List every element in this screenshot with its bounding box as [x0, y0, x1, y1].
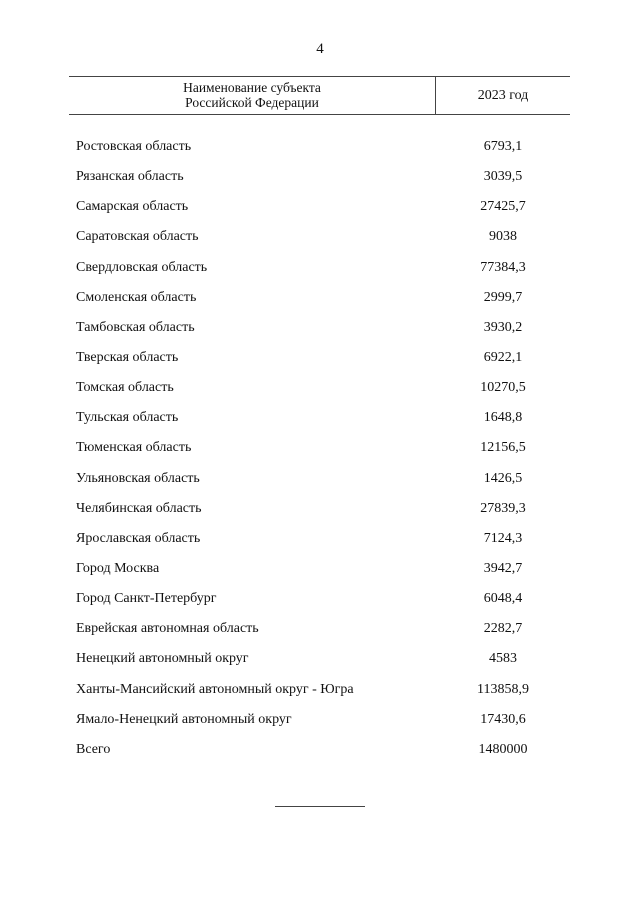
subject-value: 4583	[489, 651, 517, 667]
subject-value: 6793,1	[483, 139, 523, 155]
column-header-subject	[69, 77, 436, 114]
table-row	[69, 554, 570, 584]
subject-value: 113858,9	[477, 681, 529, 697]
subject-value: 9038	[489, 229, 517, 245]
table-row	[69, 253, 570, 283]
table-header	[69, 76, 570, 115]
table-row	[69, 343, 570, 373]
subject-name: Челябинская область	[76, 500, 202, 516]
subject-value: 2999,7	[483, 289, 523, 305]
column-header-year: 2023 год	[477, 88, 529, 103]
subject-name: Тверская область	[76, 350, 179, 366]
table-body	[69, 132, 570, 765]
subject-name: Ненецкий автономный округ	[76, 651, 249, 667]
subject-name: Томская область	[76, 380, 174, 396]
subject-value: 10270,5	[480, 380, 526, 396]
column-header-subject-line1: Наименование субъекта	[183, 80, 321, 95]
subject-name: Еврейская автономная область	[76, 621, 259, 637]
subject-name: Город Москва	[76, 561, 160, 577]
subject-name: Рязанская область	[76, 169, 184, 185]
subject-value: 1426,5	[483, 470, 523, 486]
subject-name: Ямало-Ненецкий автономный округ	[76, 711, 292, 727]
subject-value: 2282,7	[483, 621, 523, 637]
table-row	[69, 222, 570, 252]
subject-value: 12156,5	[480, 440, 526, 456]
column-header-subject-line2: Российской Федерации	[185, 95, 319, 110]
subject-name: Саратовская область	[76, 229, 199, 245]
table-row	[69, 644, 570, 674]
subject-value: 27839,3	[480, 500, 526, 516]
subject-value: 3942,7	[483, 561, 523, 577]
subject-value: 3039,5	[483, 169, 523, 185]
end-divider	[275, 806, 365, 807]
table-row	[69, 675, 570, 705]
table-row	[69, 735, 570, 765]
subject-name: Тамбовская область	[76, 319, 195, 335]
table-row	[69, 192, 570, 222]
table-row	[69, 464, 570, 494]
subject-name: Ярославская область	[76, 530, 201, 546]
subject-name: Ростовская область	[76, 139, 192, 155]
subject-name: Ханты-Мансийский автономный округ - Югра	[76, 681, 354, 697]
table-row	[69, 162, 570, 192]
table-row	[69, 494, 570, 524]
subject-value: 7124,3	[483, 530, 523, 546]
subject-name: Тульская область	[76, 410, 179, 426]
subject-value: 77384,3	[480, 259, 526, 275]
subject-name: Смоленская область	[76, 289, 197, 305]
subject-value: 3930,2	[483, 319, 523, 335]
table-row	[69, 373, 570, 403]
table-row	[69, 705, 570, 735]
subject-value: 1648,8	[483, 410, 523, 426]
subject-value: 27425,7	[480, 199, 526, 215]
subject-name: Всего	[76, 741, 111, 757]
subject-value: 6922,1	[483, 350, 523, 366]
subject-name: Город Санкт-Петербург	[76, 591, 217, 607]
table-row	[69, 283, 570, 313]
subject-value: 1480000	[478, 741, 528, 757]
allocation-table	[69, 76, 570, 765]
subject-name: Ульяновская область	[76, 470, 200, 486]
table-row	[69, 403, 570, 433]
table-row	[69, 524, 570, 554]
table-row	[69, 433, 570, 463]
subject-name: Свердловская область	[76, 259, 208, 275]
table-row	[69, 313, 570, 343]
page-number: 4	[316, 41, 324, 57]
subject-name: Самарская область	[76, 199, 189, 215]
subject-value: 6048,4	[483, 591, 523, 607]
subject-name: Тюменская область	[76, 440, 192, 456]
table-row	[69, 584, 570, 614]
table-row	[69, 132, 570, 162]
table-row	[69, 614, 570, 644]
subject-value: 17430,6	[480, 711, 526, 727]
